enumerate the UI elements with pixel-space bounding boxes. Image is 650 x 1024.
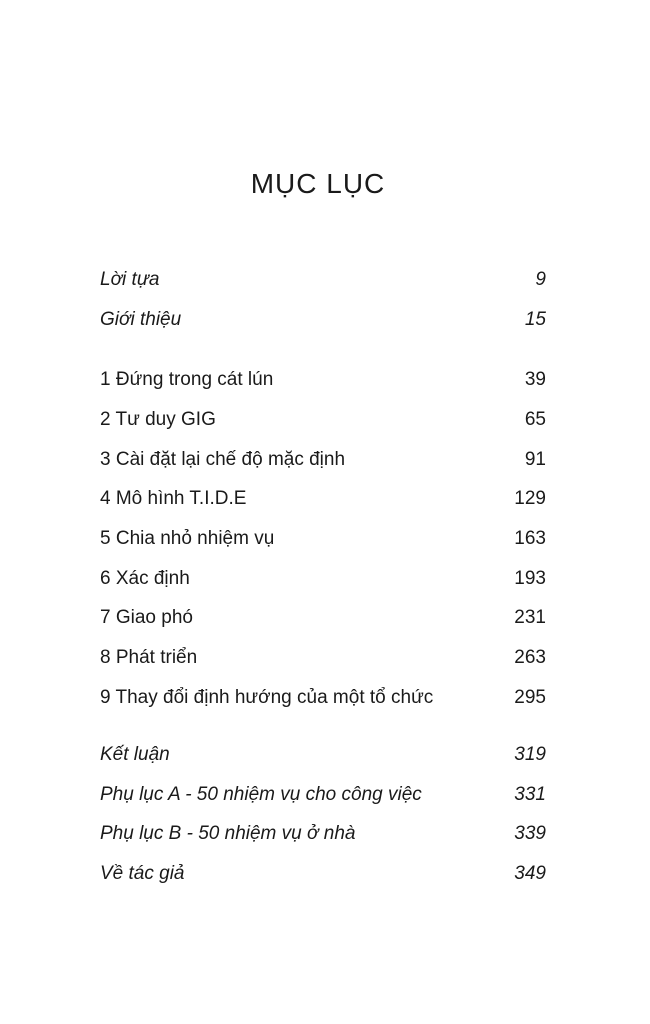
toc-entry-chapter-9[interactable]: [100, 685, 546, 711]
toc-entry-page: 349: [514, 863, 546, 884]
toc-entry-appendix-a[interactable]: [100, 782, 546, 808]
toc-entry-chapter-4[interactable]: [100, 486, 546, 512]
toc-entry-chapter-1[interactable]: [100, 367, 546, 393]
toc-entry-label: Phụ lục A - 50 nhiệm vụ cho công việc: [100, 784, 422, 805]
toc-entry-page: 295: [514, 687, 546, 708]
toc-entry-introduction[interactable]: [100, 307, 546, 333]
toc-entry-label: 6 Xác định: [100, 568, 190, 589]
toc-entry-conclusion[interactable]: [100, 742, 546, 768]
toc-entry-page: 263: [514, 647, 546, 668]
toc-entry-label: Kết luận: [100, 744, 170, 765]
toc-entry-chapter-5[interactable]: [100, 526, 546, 552]
toc-entry-label: 7 Giao phó: [100, 607, 193, 628]
toc-entry-page: 39: [524, 369, 546, 390]
toc-entry-appendix-b[interactable]: [100, 821, 546, 847]
toc-entry-label: 8 Phát triển: [100, 647, 198, 668]
toc-entry-page: 65: [524, 409, 546, 430]
page-title: MỤC LỤC: [250, 168, 386, 199]
toc-entry-label: 2 Tư duy GIG: [100, 409, 216, 430]
toc-entry-chapter-3[interactable]: [100, 447, 546, 473]
toc-entry-page: 9: [535, 269, 546, 290]
toc-entry-page: 231: [514, 607, 546, 628]
toc-entry-label: Lời tựa: [100, 269, 160, 290]
toc-entry-page: 331: [514, 784, 546, 805]
toc-entry-label: 9 Thay đổi định hướng của một tổ chức: [100, 687, 434, 708]
toc-entry-label: Về tác giả: [100, 863, 185, 884]
toc-entry-about-author[interactable]: [100, 861, 546, 887]
toc-entry-label: 4 Mô hình T.I.D.E: [100, 488, 247, 509]
toc-entry-page: 91: [524, 449, 546, 470]
toc-entry-label: Phụ lục B - 50 nhiệm vụ ở nhà: [100, 823, 356, 844]
toc-entry-preface[interactable]: [100, 267, 546, 293]
toc-entry-label: 3 Cài đặt lại chế độ mặc định: [100, 449, 346, 470]
toc-entry-chapter-2[interactable]: [100, 407, 546, 433]
toc-entry-page: 15: [524, 309, 546, 330]
toc-entry-label: Giới thiệu: [100, 309, 182, 330]
toc-entry-chapter-7[interactable]: [100, 605, 546, 631]
toc-entry-chapter-6[interactable]: [100, 566, 546, 592]
toc-entry-label: 1 Đứng trong cát lún: [100, 369, 274, 390]
toc-entry-page: 319: [514, 744, 546, 765]
toc-entry-chapter-8[interactable]: [100, 645, 546, 671]
toc-entry-label: 5 Chia nhỏ nhiệm vụ: [100, 528, 275, 549]
toc-entry-page: 339: [514, 823, 546, 844]
toc-entry-page: 193: [514, 568, 546, 589]
toc-entry-page: 129: [514, 488, 546, 509]
toc-entry-page: 163: [514, 528, 546, 549]
